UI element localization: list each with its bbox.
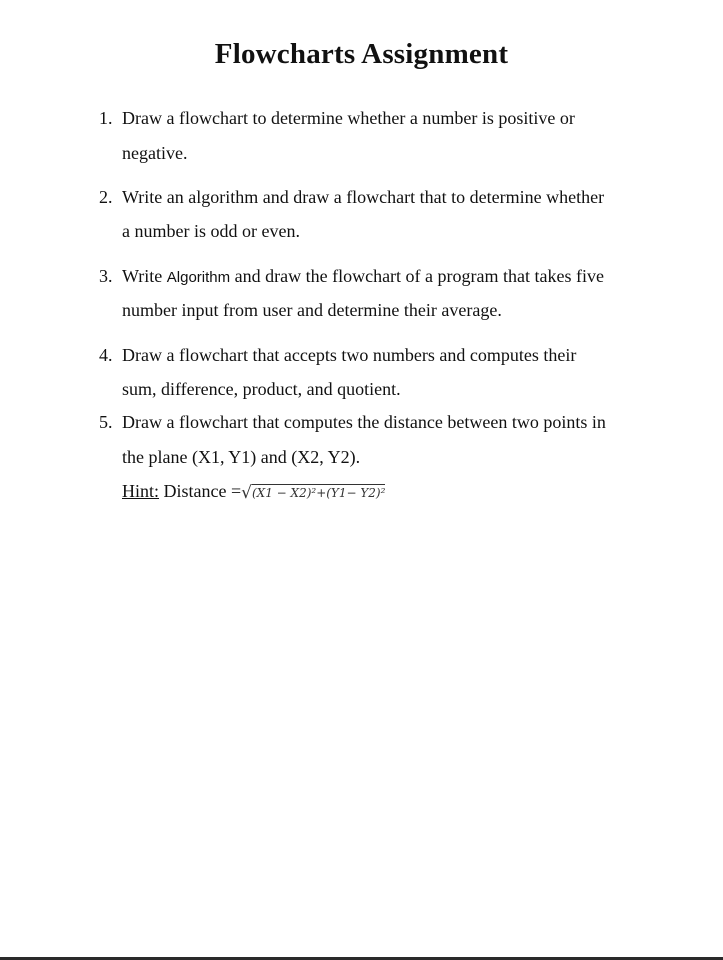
question-text-line: number input from user and determine their average. [122,300,502,320]
question-text-line [122,265,604,289]
question-text-line: a number is odd or even. [122,221,300,241]
question-text-line: Draw a flowchart that computes the distance between two points in [122,412,606,432]
question-text-line: sum, difference, product, and quotient. [122,379,401,399]
sqrt-symbol: √ [241,483,252,503]
question-text-line: Draw a flowchart to determine whether a number is positive or [122,108,575,128]
question-number: 1. [99,108,113,128]
question-text-fragment: Write [122,266,167,286]
question-number: 4. [99,345,113,365]
distance-formula [241,483,386,503]
hint-label: Hint: [122,481,160,501]
hint-text: Distance = [159,481,242,501]
formula-radicand: (X1 − X2)²+(Y1− Y2)² [251,486,386,500]
hint-line [122,480,385,504]
question-number: 5. [99,412,113,432]
question-text-fragment: and draw the flowchart of a program that takes five [230,266,604,286]
question-number: 2. [99,187,113,207]
question-text-line: negative. [122,143,188,163]
page-title: Flowcharts Assignment [214,38,509,70]
algorithm-word: Algorithm [166,269,231,286]
question-text-line: Draw a flowchart that accepts two numbers and computes their [122,345,577,365]
question-text-line: the plane (X1, Y1) and (X2, Y2). [122,447,361,467]
question-number: 3. [99,266,113,286]
question-text-line: Write an algorithm and draw a flowchart that to determine whether [122,187,605,207]
